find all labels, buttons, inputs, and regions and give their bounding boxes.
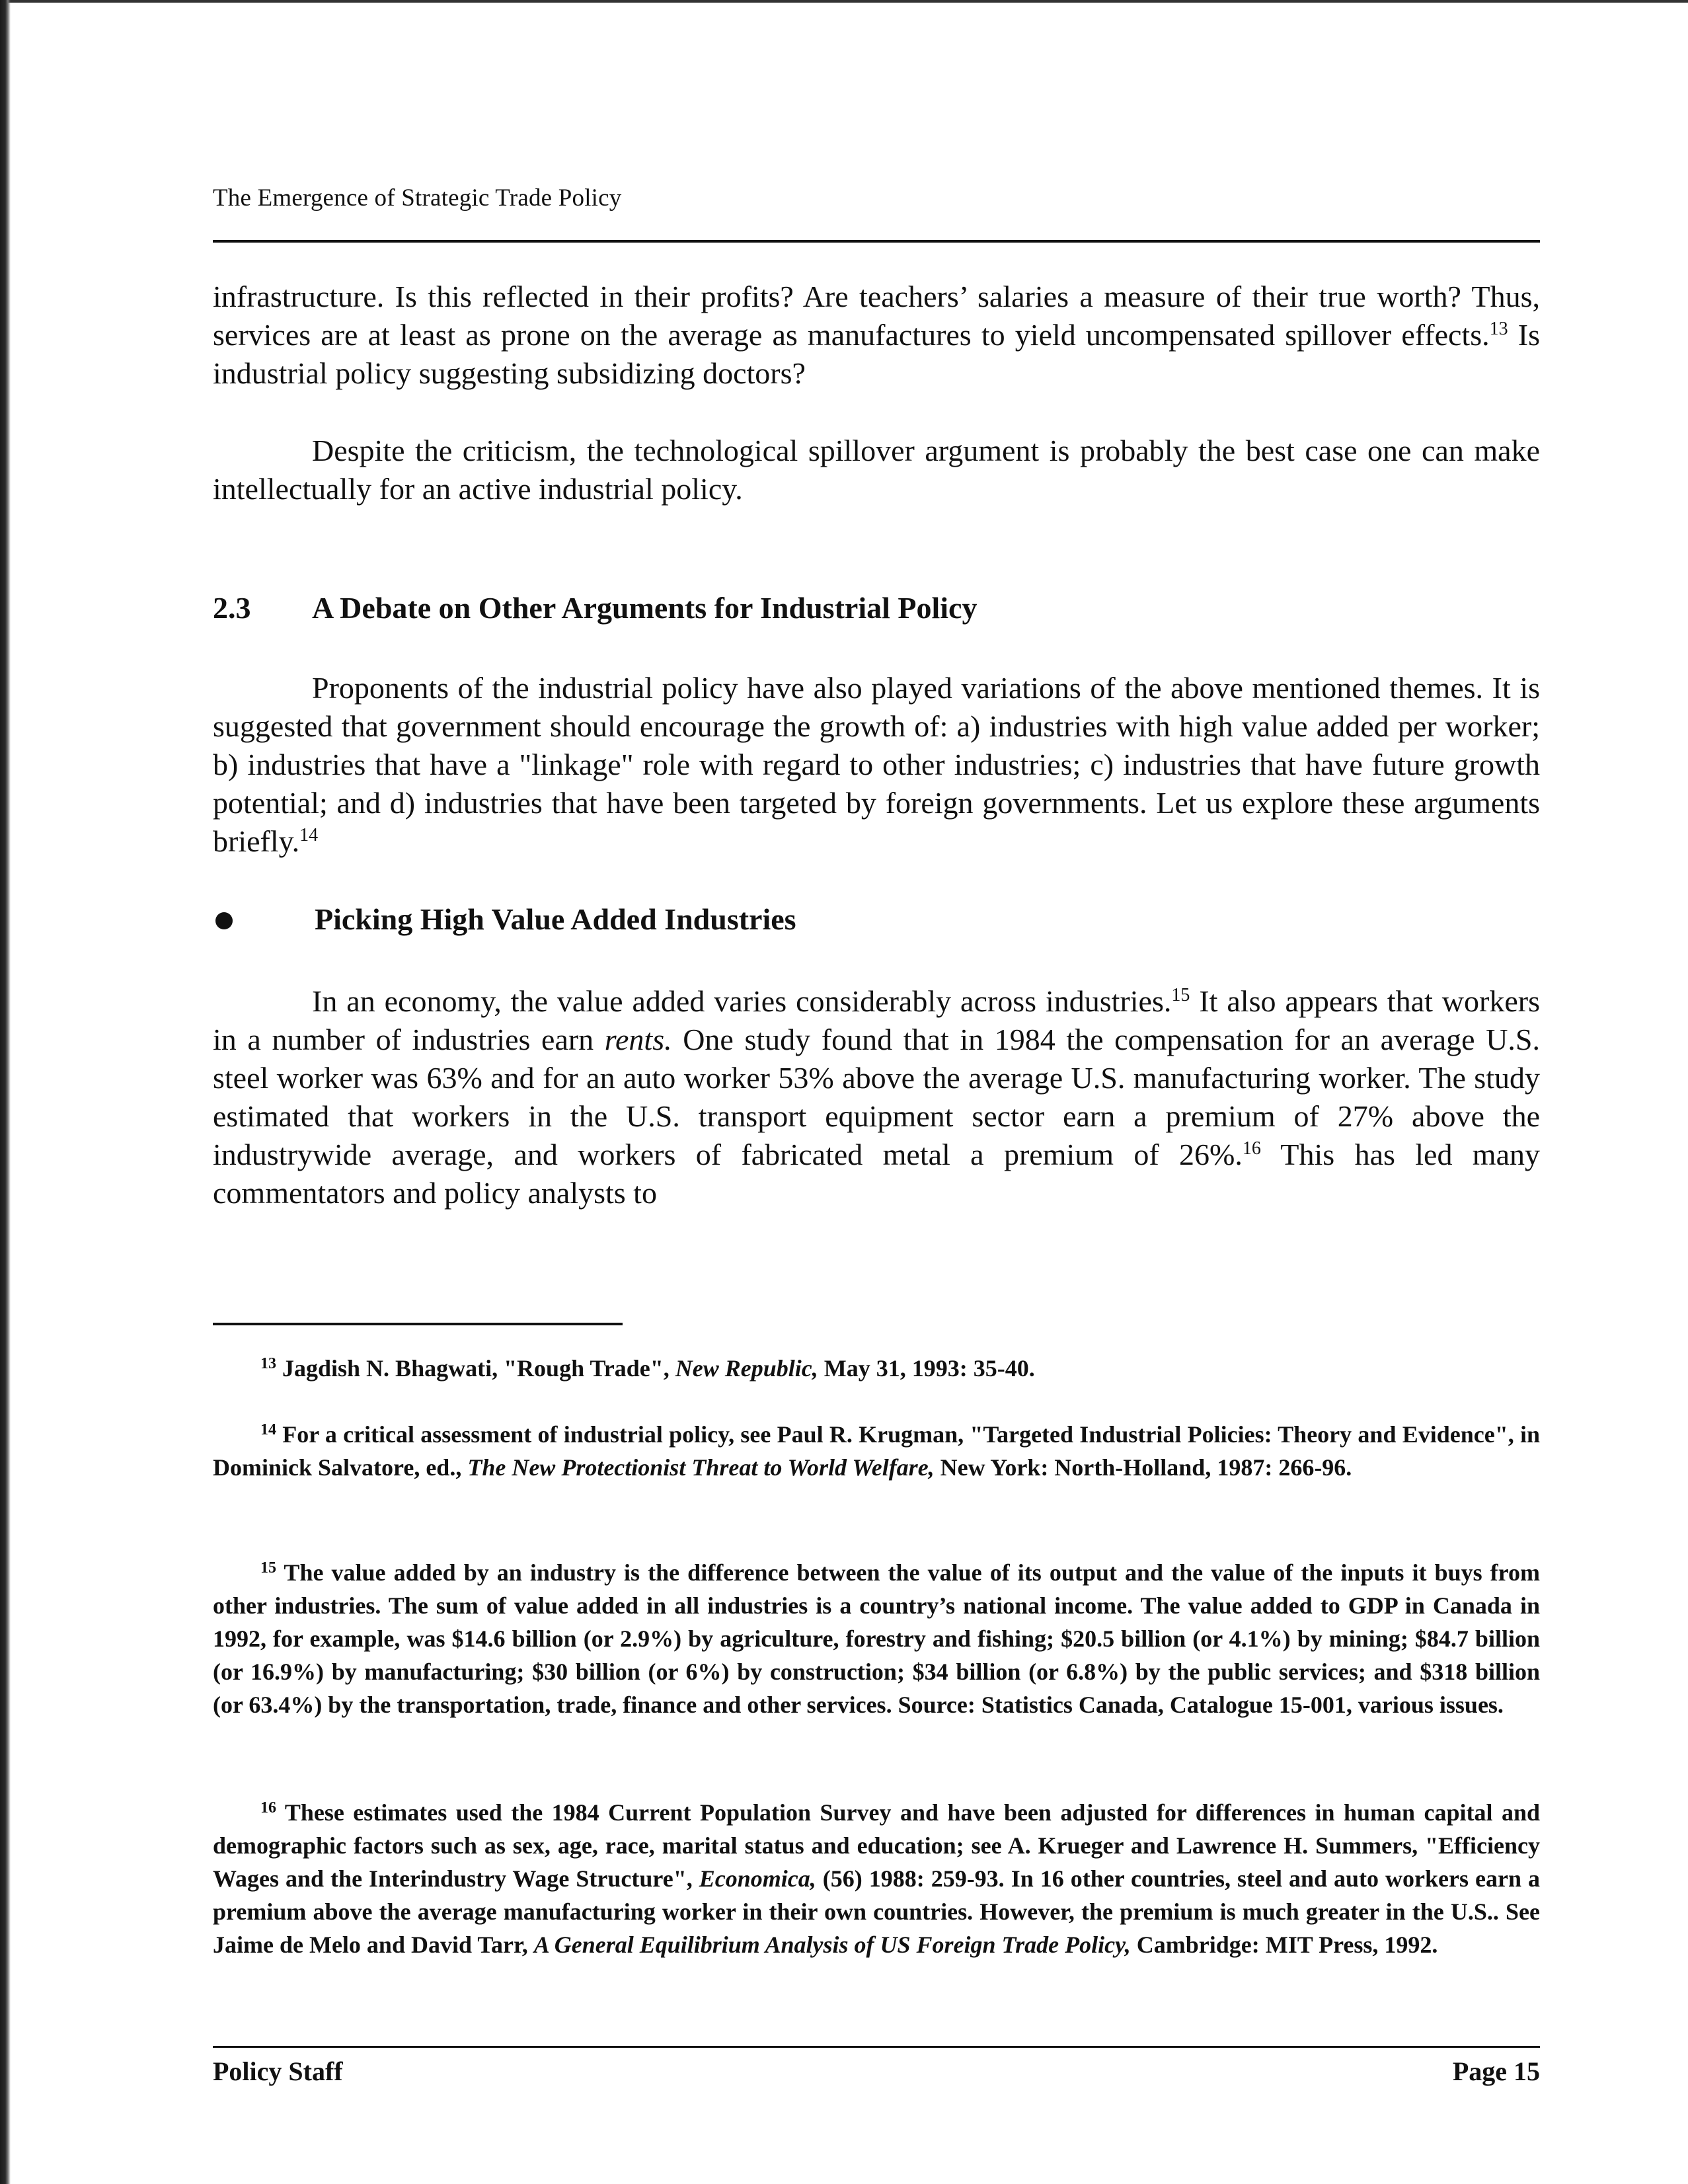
footnote-ref-16[interactable]: 16 [1242, 1138, 1261, 1159]
paragraph-text: In an economy, the value added varies considerably across industries. [312, 984, 1172, 1018]
paragraph-4 [213, 982, 1540, 1212]
bullet-icon [215, 912, 233, 929]
footnote-italic: A General Equilibrium Analysis of US Foreign Trade Policy, [533, 1931, 1131, 1958]
italic-term: rents. [604, 1023, 672, 1056]
footnote-text: May 31, 1993: 35-40. [818, 1355, 1035, 1382]
footnote-ref-15[interactable]: 15 [1171, 985, 1190, 1005]
scan-top-edge [0, 0, 1688, 3]
footer-rule [213, 2046, 1540, 2048]
paragraph-text: infrastructure. Is this reflected in their profits? Are teachers’ salaries a measure of their true worth? Thus, services are at least as prone on the average as manufactures to yield uncompensated spillover effects. [213, 280, 1540, 352]
footnote-text: Cambridge: MIT Press, 1992. [1130, 1931, 1438, 1958]
paragraph-text: Despite the criticism, the technological spillover argument is probably the best case one can make intellectually for an active industrial policy. [213, 434, 1540, 506]
footnote-text: New York: North-Holland, 1987: 266-96. [934, 1454, 1352, 1481]
paragraph-text: Proponents of the industrial policy have also played variations of the above mentioned themes. It is suggested that government should encourage the growth of: a) industries with high value added per worker; b) industries that have a "linkage" role with regard to other industries; c) industries that have future growth potential; and d) industries that have been targeted by foreign governments. Let us explore these arguments briefly. [213, 671, 1540, 858]
footnote-italic: The New Protectionist Threat to World Welfare, [467, 1454, 935, 1481]
footnote-ref-14[interactable]: 14 [299, 825, 319, 845]
footnote-number: 15 [260, 1559, 276, 1577]
footnote-number: 16 [260, 1799, 276, 1816]
footnote-text: For a critical assessment of industrial policy, see Paul R. Krugman, "Targeted Industrial Policies: Theory and Evidence", in Dominick Salvatore, ed., [213, 1421, 1540, 1481]
page-number: Page 15 [1452, 2056, 1540, 2086]
footnote-italic: Economica, [699, 1865, 816, 1892]
section-heading [213, 590, 977, 625]
paragraph-2 [213, 432, 1540, 508]
footer-left: Policy Staff [213, 2056, 343, 2086]
bullet-title: Picking High Value Added Industries [315, 902, 796, 936]
footnote-number: 14 [260, 1421, 276, 1438]
footnote-text: (56) 1988: 259-93. In 16 other countries, steel and auto workers earn a premium above the average manufacturing worker in their own countries. However, the premium is much greater in the U.S.. See Jaime de Melo and David Tarr, [213, 1865, 1541, 1958]
footnote-14 [213, 1418, 1540, 1484]
footnote-15 [213, 1556, 1540, 1721]
footnote-ref-13[interactable]: 13 [1489, 319, 1508, 339]
footnote-number: 13 [260, 1355, 276, 1372]
footnote-italic: New Republic, [675, 1355, 818, 1382]
footnote-separator [213, 1323, 623, 1325]
paragraph-3 [213, 669, 1540, 861]
paragraph-text: Is industrial policy suggesting subsidizing doctors? [213, 318, 1540, 390]
scan-left-edge [0, 0, 11, 2184]
section-number: 2.3 [213, 591, 251, 625]
paragraph-text: It also appears that workers in a number of industries earn [213, 984, 1540, 1056]
paragraph-text: One study found that in 1984 the compensation for an average U.S. steel worker was 63% and for an auto worker 53% above the average U.S. manufacturing worker. The study estimated that workers in the U.S. transport equipment sector earn a premium of 27% above the industrywide average, and workers of fabricated metal a premium of 26%. [213, 1023, 1540, 1171]
section-title: A Debate on Other Arguments for Industrial Policy [312, 591, 978, 625]
paragraph-text: This has led many commentators and policy analysts to [213, 1138, 1540, 1210]
footnote-16 [213, 1796, 1540, 1961]
footnote-text: Jagdish N. Bhagwati, "Rough Trade", [276, 1355, 675, 1382]
bullet-heading [213, 902, 796, 937]
footnote-text: The value added by an industry is the difference between the value of its output and the value of the inputs it buys from other industries. The sum of value added in all industries is a country’s national income. The value added to GDP in Canada in 1992, for example, was $14.6 billion (or 2.9%) by agriculture, forestry and fishing; $20.5 billion (or 4.1%) by mining; $84.7 billion (or 16.9%) by manufacturing; $30 billion (or 6%) by construction; $34 billion (or 6.8%) by the public services; and $318 billion (or 63.4%) by the transportation, trade, finance and other services. Source: Statistics Canada, Catalogue 15-001, various issues. [213, 1559, 1540, 1718]
paragraph-1 [213, 278, 1540, 393]
header-rule [213, 240, 1540, 243]
running-header: The Emergence of Strategic Trade Policy [213, 184, 622, 212]
footnote-text: These estimates used the 1984 Current Population Survey and have been adjusted for differences in human capital and demographic factors such as sex, age, race, marital status and education; see A. Krueger and Lawrence H. Summers, "Efficiency Wages and the Interindustry Wage Structure", [213, 1799, 1540, 1892]
footnote-13 [213, 1352, 1540, 1385]
